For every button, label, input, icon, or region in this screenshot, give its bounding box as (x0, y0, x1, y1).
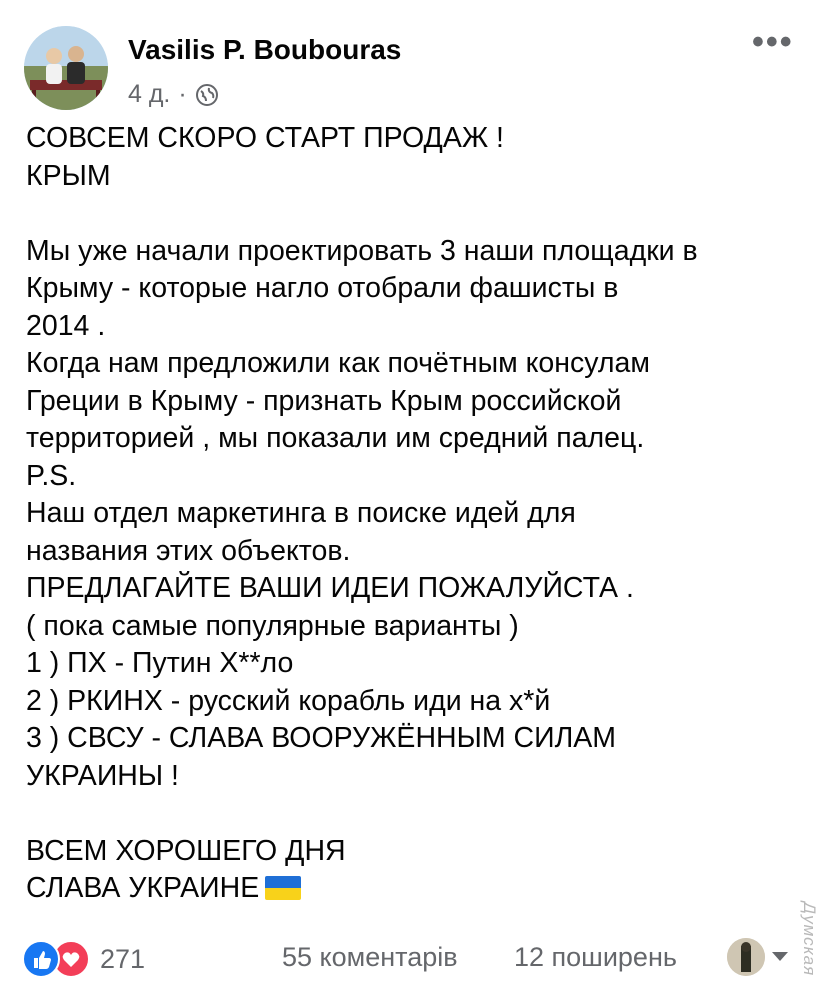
shares-count[interactable]: 12 поширень (514, 942, 677, 972)
post-line: СОВСЕМ СКОРО СТАРТ ПРОДАЖ ! (26, 122, 504, 154)
post-line: Греции в Крыму - признать Крым российской (26, 384, 622, 417)
post-line: КРЫМ (26, 159, 111, 192)
avatar-photo (24, 26, 108, 110)
reactions-summary[interactable] (22, 940, 145, 978)
post-line: Крыму - которые нагло отобрали фашисты в (26, 272, 619, 304)
post-line: 2014 . (26, 309, 106, 342)
viewer-avatar[interactable] (727, 938, 765, 976)
ukraine-flag-icon (265, 876, 301, 900)
reaction-count: 271 (100, 943, 146, 974)
like-reaction-icon (22, 940, 60, 978)
post-line: 3 ) СВСУ - СЛАВА ВООРУЖЁННЫМ СИЛАМ (26, 722, 617, 754)
post-line: Мы уже начали проектировать 3 наши площадки в (26, 234, 698, 267)
post-line: ПРЕДЛАГАЙТЕ ВАШИ ИДЕИ ПОЖАЛУЙСТА . (26, 572, 634, 604)
post-line: P.S. (26, 459, 77, 492)
post-line: СЛАВА УКРАИНЕ (26, 870, 806, 908)
post-line (26, 795, 806, 833)
post-line: Наш отдел маркетинга в поиске идей для (26, 497, 576, 529)
viewer-avatar-photo (727, 938, 765, 976)
post-line: Когда нам предложили как почётным консулам (26, 347, 650, 379)
meta-separator: · (178, 80, 187, 108)
more-options-icon[interactable]: ••• (752, 23, 794, 61)
caret-down-icon[interactable] (772, 952, 788, 961)
post-line: УКРАИНЫ ! (26, 759, 179, 792)
post-line: ВСЕМ ХОРОШЕГО ДНЯ (26, 834, 346, 867)
post-text (26, 120, 806, 908)
post-line: 1 ) ПХ - Путин Х**ло (26, 647, 294, 679)
watermark: Думская (800, 902, 819, 977)
post-footer (22, 936, 797, 980)
post-time[interactable]: 4 д. (128, 80, 171, 108)
post-line (26, 195, 806, 233)
post-line: территорией , мы показали им средний палец. (26, 422, 645, 454)
post-line: ( пока самые популярные варианты ) (26, 609, 519, 642)
post-meta (128, 80, 219, 109)
post-line: названия этих объектов. (26, 534, 351, 567)
author-avatar[interactable] (24, 26, 108, 110)
globe-icon (195, 83, 219, 107)
post-line: 2 ) РКИНХ - русский корабль иди на х*й (26, 684, 551, 717)
author-name[interactable]: Vasilis P. Boubouras (128, 34, 402, 65)
comments-count[interactable]: 55 коментарів (282, 942, 458, 972)
